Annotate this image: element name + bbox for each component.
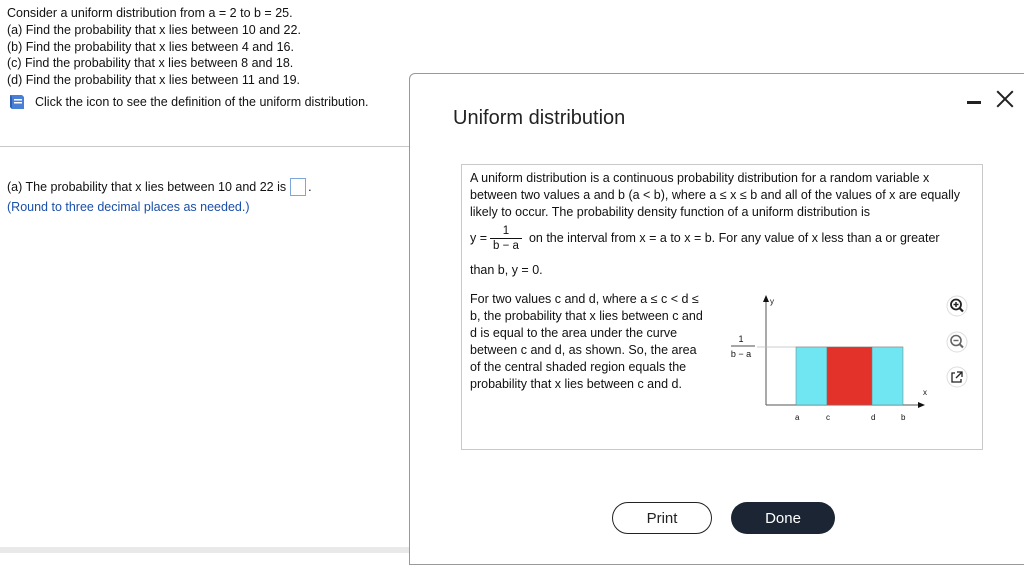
tick-a: a (795, 413, 800, 422)
done-button[interactable]: Done (731, 502, 835, 534)
pdf-formula (470, 224, 940, 253)
question-part-b: (b) Find the probability that x lies between 4 and 16. (7, 40, 294, 54)
book-icon[interactable] (7, 93, 27, 111)
definition-box (461, 164, 983, 450)
area-explanation: For two values c and d, where a ≤ c < d ≤ b, the probability that x lies between c and d is equal to the area under the curve between c and d, as shown. So, the area of the central shaded region equals the probability that x lies between c and d. (470, 292, 703, 391)
tick-b: b (901, 413, 906, 422)
rounding-note: (Round to three decimal places as needed.) (7, 200, 250, 214)
question-part-a: (a) Find the probability that x lies between 10 and 22. (7, 23, 301, 37)
question-intro: Consider a uniform distribution from a = 2 to b = 25. (7, 6, 293, 20)
hint-text: Click the icon to see the definition of the uniform distribution. (35, 95, 369, 109)
close-icon[interactable] (996, 90, 1014, 108)
popout-icon[interactable] (946, 366, 968, 388)
formula-numerator: 1 (502, 225, 510, 237)
divider (0, 146, 409, 147)
dialog-title: Uniform distribution (453, 107, 626, 129)
definition-hint (7, 93, 369, 111)
formula-rest: on the interval from x = a to x = b. For any value of x less than a or greater (528, 231, 940, 245)
zoom-in-icon[interactable] (946, 295, 968, 317)
definition-paragraph: A uniform distribution is a continuous probability distribution for a random variable x between two values a and b (a < b), where a ≤ x ≤ b and all of the values of x are equally likely to occur. The probability density function of a uniform distribution is (470, 171, 961, 219)
answer-input[interactable] (290, 178, 306, 196)
formula-denominator: b − a (490, 238, 522, 253)
formula-lhs: y = (470, 231, 488, 245)
question-part-d: (d) Find the probability that x lies between 11 and 19. (7, 73, 300, 87)
height-numerator: 1 (738, 334, 744, 344)
zoom-out-icon[interactable] (946, 331, 968, 353)
bottom-scroll-strip (0, 547, 409, 553)
y-axis-arrow (763, 295, 769, 302)
print-button[interactable]: Print (612, 502, 712, 534)
tick-c: c (826, 413, 830, 422)
uniform-graph (727, 293, 927, 428)
uniform-distribution-dialog (409, 73, 1024, 565)
x-axis-arrow (918, 402, 925, 408)
height-denominator: b − a (730, 349, 752, 359)
outer-region-left (796, 347, 827, 405)
minimize-icon[interactable] (967, 92, 981, 106)
outer-region-right (872, 347, 903, 405)
x-axis-label: x (923, 388, 927, 397)
y-axis-label: y (770, 297, 774, 306)
central-shaded-region (827, 347, 872, 405)
definition-continuation: than b, y = 0. (470, 263, 543, 277)
question-part-c: (c) Find the probability that x lies between 8 and 18. (7, 56, 294, 70)
answer-suffix: . (308, 180, 312, 194)
answer-prompt: (a) The probability that x lies between 10 and 22 is (7, 180, 287, 194)
formula-fraction (490, 224, 522, 253)
tick-d: d (871, 413, 876, 422)
answer-row (7, 178, 312, 196)
